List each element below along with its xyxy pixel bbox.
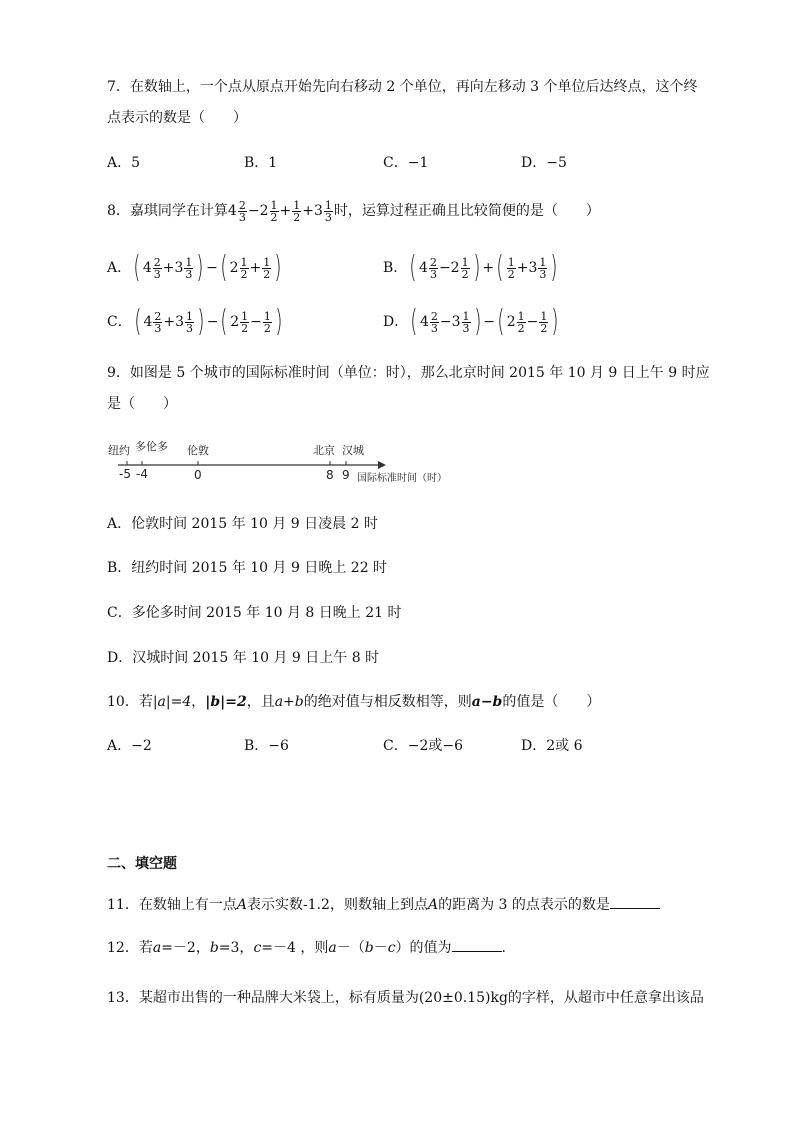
q9-option-d: D．汉城时间 2015 年 10 月 9 日上午 8 时 — [107, 650, 380, 666]
q9-option-a: A．伦敦时间 2015 年 10 月 9 日凌晨 2 时 — [107, 516, 378, 532]
q9-number-line — [100, 436, 480, 492]
q7-option-d: D．−5 — [521, 155, 567, 171]
q8-option-d: D．( 4 $\frac{2}{3}$ −3 $\frac{1}{3}$ ) −( 2 $\frac{1}{2}$ − $\frac{1}{2}$ ) — [383, 304, 559, 339]
q8-stem — [107, 196, 600, 226]
tick-label-4: 8 — [326, 468, 334, 482]
q13-mass: (20±0.15)kg — [418, 990, 508, 1006]
city-beijing: 北京 — [313, 444, 335, 457]
q8-stem-prefix: 8．嘉琪同学在计算 — [107, 203, 228, 219]
tick-label-1: -5 — [119, 467, 131, 481]
q10-abs-b: |b|=2 — [205, 694, 247, 710]
q9-option-b: B．纽约时间 2015 年 10 月 9 日晚上 22 时 — [107, 560, 388, 576]
q9-stem-line2: 是（ ） — [107, 396, 177, 412]
q7-stem-line2: 点表示的数是（ ） — [107, 110, 247, 126]
q10-abs-a: |a|=4 — [152, 694, 192, 710]
q7-option-c: C．−1 — [383, 155, 429, 171]
q11-stem: 11．在数轴上有一点A表示实数-1.2，则数轴上到点A的距离为 3 的点表示的数是 — [107, 894, 660, 915]
q7-option-b: B．1 — [244, 155, 278, 171]
tick-label-5: 9 — [342, 468, 350, 482]
section-fill-in-heading: 二、填空题 — [107, 856, 177, 872]
q8-option-c: C．( 4 $\frac{2}{3}$ +3 $\frac{1}{3}$ ) −( 2 $\frac{1}{2}$ − $\frac{1}{2}$ ) — [107, 304, 283, 339]
q12-answer-blank[interactable] — [452, 937, 502, 952]
q10-option-a: A．−2 — [107, 738, 152, 754]
city-newyork: 纽约 — [108, 444, 130, 457]
q8-expression: 4 $\frac{2}{3}$ −2 $\frac{1}{2}$ + $\frac{1}{2}$ +3 $\frac{1}{3}$ — [227, 198, 332, 224]
q11-answer-blank[interactable] — [610, 894, 660, 909]
q8-option-a: A．( 4 $\frac{2}{3}$ +3 $\frac{1}{3}$ ) −( 2 $\frac{1}{2}$ + $\frac{1}{2}$ ) — [107, 250, 282, 285]
q8-option-b: B．( 4 $\frac{2}{3}$ −2 $\frac{1}{2}$ ) +( $\frac{1}{2}$ +3 $\frac{1}{3}$ ) — [383, 250, 558, 285]
tick-label-2: -4 — [136, 467, 148, 481]
q7-stem-line1: 7．在数轴上，一个点从原点开始先向右移动 2 个单位，再向左移动 3 个单位后达终点，这个终 — [107, 79, 698, 95]
q9-stem-line1: 9．如图是 5 个城市的国际标准时间（单位：时），那么北京时间 2015 年 10 月 9 日上午 9 时应 — [107, 365, 710, 381]
city-toronto: 多伦多 — [135, 440, 168, 453]
q10-option-b: B．−6 — [244, 738, 289, 754]
axis-arrow — [378, 461, 386, 469]
q10-option-d: D．2或 6 — [521, 738, 583, 754]
q10-option-c: C．−2或−6 — [383, 738, 463, 754]
tick-label-3: 0 — [194, 468, 202, 482]
q9-option-c: C．多伦多时间 2015 年 10 月 8 日晚上 21 时 — [107, 605, 402, 621]
axis-label: 国际标准时间（时） — [357, 473, 447, 484]
city-seoul: 汉城 — [342, 444, 364, 457]
city-london: 伦敦 — [187, 444, 209, 457]
q7-option-a: A．5 — [107, 155, 141, 171]
q13-stem: 13．某超市出售的一种品牌大米袋上，标有质量为(20±0.15)kg的字样，从超市中任意拿出该品 — [107, 990, 704, 1006]
q8-stem-suffix: 时，运算过程正确且比较简便的是（ ） — [333, 203, 600, 219]
q10-stem: 10．若|a|=4，|b|=2，且a+b的绝对值与相反数相等，则a−b的值是（ ） — [107, 694, 601, 710]
q12-stem: 12．若a=－2，b=3，c=－4 ，则a－（b－c）的值为 . — [107, 937, 506, 958]
